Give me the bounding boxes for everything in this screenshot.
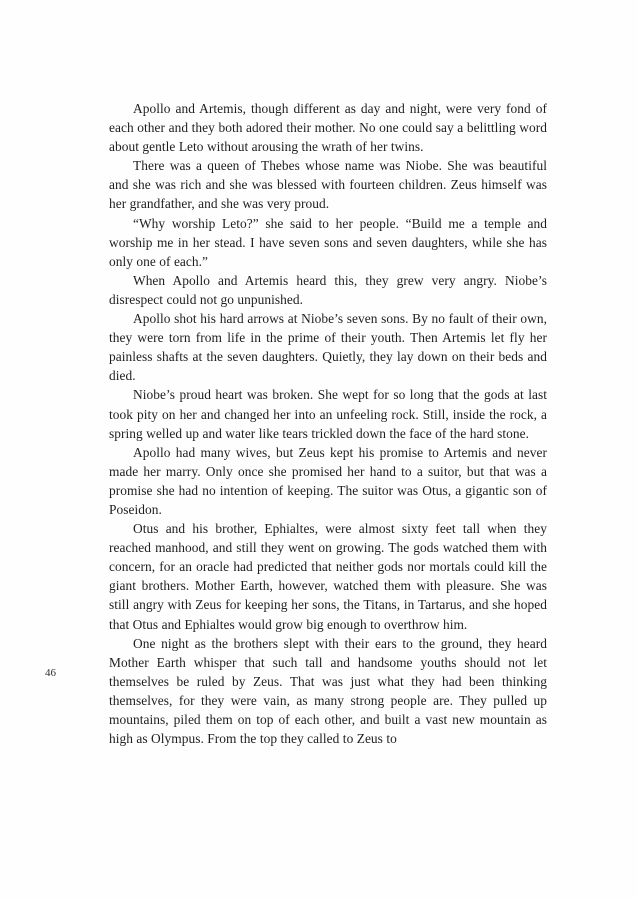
paragraph: Otus and his brother, Ephialtes, were almost sixty feet tall when they reached manhood, and still they went on growing. The gods watched them with concern, for an oracle had predicted that neither gods nor mortals could kill the giant brothers. Mother Earth, however, watched them with pleasure. She was still angry with Zeus for keeping her sons, the Titans, in Tartarus, and she hoped that Otus and Ephialtes would grow big enough to overthrow him. — [109, 521, 547, 632]
paragraph: Apollo and Artemis, though different as day and night, were very fond of each other and they both adored their mother. No one could say a belittling word about gentle Leto without arousing the wrath of her twins. — [109, 101, 547, 155]
body-text — [109, 99, 547, 748]
paragraph: Apollo shot his hard arrows at Niobe’s seven sons. By no fault of their own, they were torn from life in the prime of their youth. Then Artemis let fly her painless shafts at the seven daughters. Quietly, they lay down on their beds and died. — [109, 311, 547, 384]
paragraph: There was a queen of Thebes whose name was Niobe. She was beautiful and she was rich and she was blessed with fourteen children. Zeus himself was her grandfather, and she was very proud. — [109, 158, 547, 212]
paragraph: When Apollo and Artemis heard this, they grew very angry. Niobe’s disrespect could not go unpunished. — [109, 272, 547, 307]
page-number: 46 — [45, 667, 56, 679]
paragraph: Niobe’s proud heart was broken. She wept for so long that the gods at last took pity on her and changed her into an unfeeling rock. Still, inside the rock, a spring welled up and water like tears trickled down the face of the hard stone. — [109, 387, 547, 441]
paragraph: Apollo had many wives, but Zeus kept his promise to Artemis and never made her marry. Only once she promised her hand to a suitor, but that was a promise she had no intention of keeping. The suitor was Otus, a gigantic son of Poseidon. — [109, 444, 547, 517]
paragraph: “Why worship Leto?” she said to her people. “Build me a temple and worship me in her stead. I have seven sons and seven daughters, while she has only one of each.” — [109, 215, 547, 269]
paragraph: One night as the brothers slept with their ears to the ground, they heard Mother Earth whisper that such tall and handsome youths should not let themselves be ruled by Zeus. That was just what they had been thinking themselves, for they were vain, as many strong people are. They pulled up mountains, piled them on top of each other, and built a vast new mountain as high as Olympus. From the top they called to Zeus to — [109, 635, 547, 747]
